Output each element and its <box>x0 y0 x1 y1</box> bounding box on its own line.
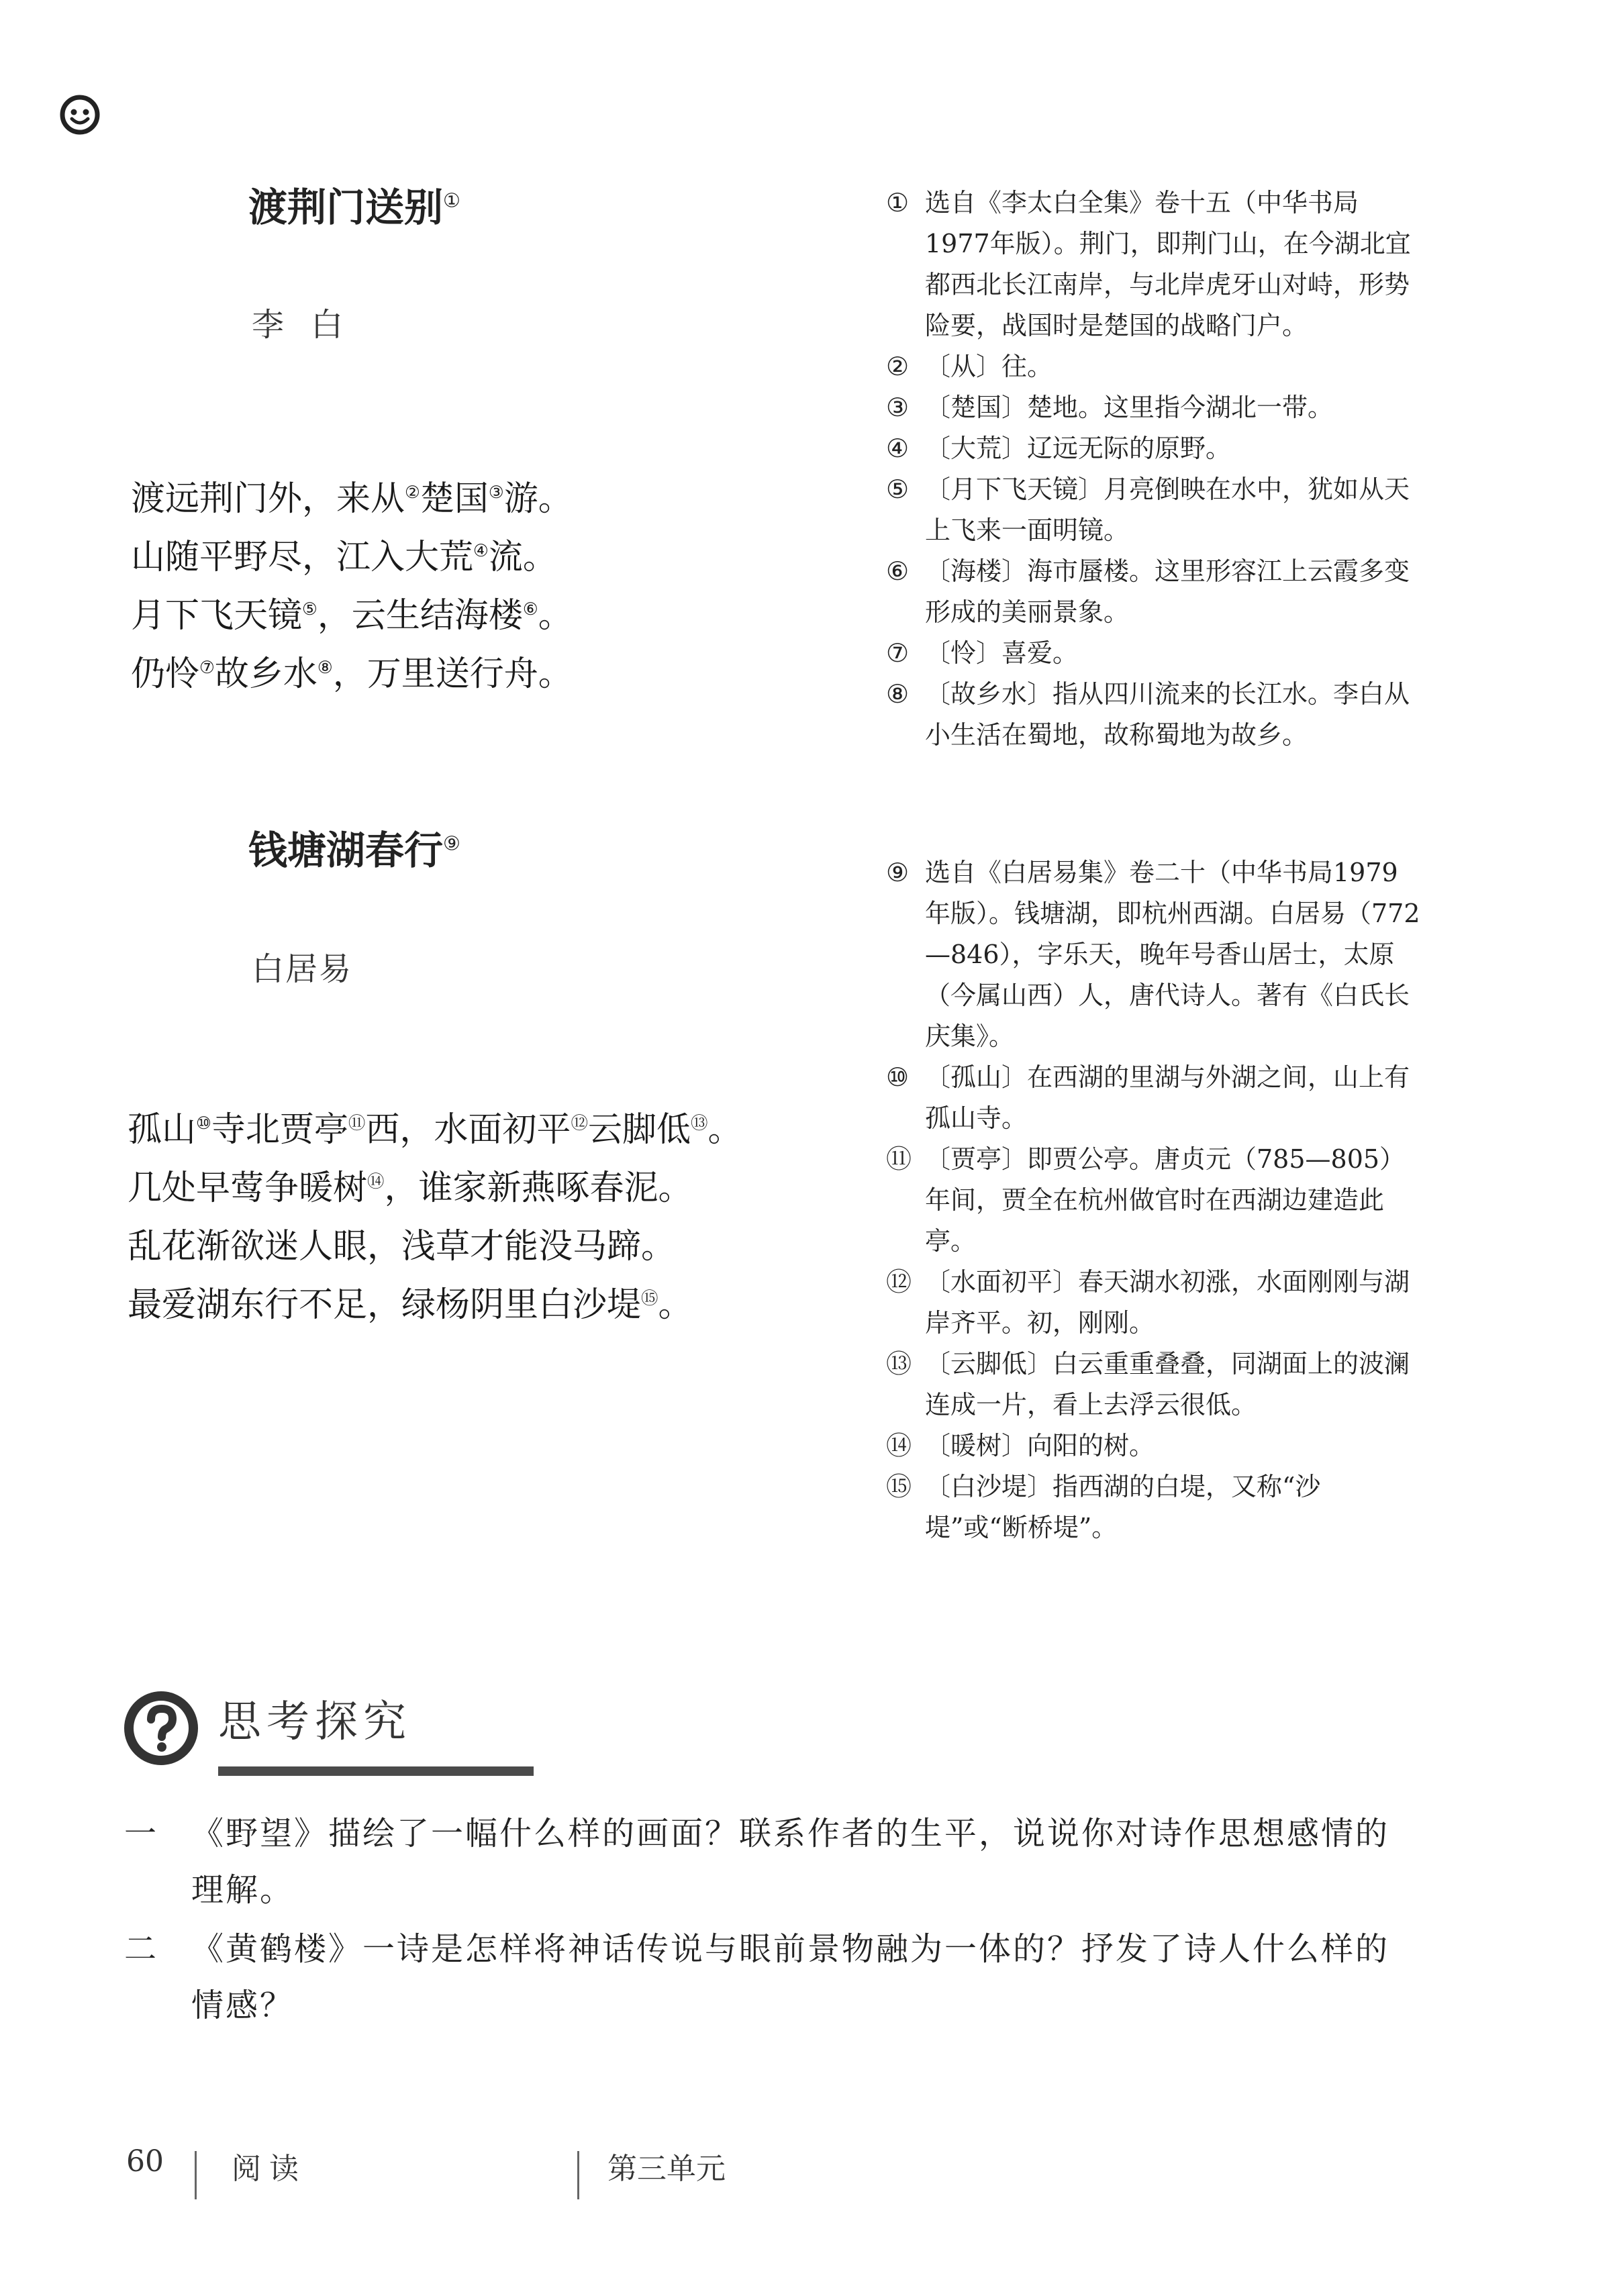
poem-text: ，云生结海楼 <box>317 596 523 636</box>
footnote: ⑨ 选自《白居易集》卷二十（中华书局1979年版）。钱塘湖，即杭州西湖。白居易（772—846），字乐天，晚年号香山居士，太原（今属山西）人，唐代诗人。著有《白氏长庆集》。 <box>886 858 1420 1051</box>
poem2-title: 钱塘湖春行⑨ <box>248 828 461 873</box>
poem-text: 。 <box>707 1110 742 1150</box>
note-marker: ⑩ <box>196 1113 211 1134</box>
question-item: 二 《黄鹤楼》一诗是怎样将神话传说与眼前景物融为一体的？抒发了诗人什么样的情感？ <box>124 1930 1390 2024</box>
poem-text: 流。 <box>488 538 557 577</box>
poem-text: 渡远荆门外，来从 <box>131 479 405 519</box>
poem-text: 最爱湖东行不足，绿杨阴里白沙堤 <box>128 1285 642 1325</box>
poem-text: 寺北贾亭 <box>211 1110 348 1150</box>
footer-divider <box>195 2151 197 2199</box>
poem1-author: 李白 <box>252 306 371 344</box>
section-title: 思考探究 <box>218 1697 411 1747</box>
poem-text: 孤山 <box>128 1110 197 1150</box>
poem-text: ，谁家新燕啄春泥。 <box>384 1168 693 1208</box>
question-mark-circle-icon <box>124 1691 198 1768</box>
poem-line <box>128 1276 742 1334</box>
footnote: ⑮ 〔白沙堤〕指西湖的白堤，又称“沙堤”或“断桥堤”。 <box>886 1472 1321 1542</box>
footnote: ⑤ 〔月下飞天镜〕月亮倒映在水中，犹如从天上飞来一面明镜。 <box>886 475 1410 545</box>
footnote: ③ 〔楚国〕楚地。这里指今湖北一带。 <box>886 393 1334 422</box>
poem-line <box>128 1217 742 1276</box>
page-number: 60 <box>126 2144 164 2179</box>
section-underline <box>218 1766 534 1776</box>
footnote: ⑭ 〔暖树〕向阳的树。 <box>886 1431 1155 1460</box>
note-marker: ⑤ <box>302 599 317 619</box>
poem-line <box>131 587 573 645</box>
poem-text: 山随平野尽，江入大荒 <box>131 538 474 577</box>
questions <box>124 1805 1423 2036</box>
note-marker: ⑭ <box>367 1172 385 1192</box>
poem2-body <box>128 1101 742 1334</box>
poem-line <box>128 1159 742 1217</box>
note-marker: ④ <box>473 541 489 561</box>
notes-poem2 <box>886 852 1423 1548</box>
poem-text: 乱花渐欲迷人眼，浅草才能没马蹄。 <box>128 1227 676 1266</box>
poem-text: 月下飞天镜 <box>131 596 303 636</box>
poem-line <box>131 528 573 587</box>
footnote: ⑧ 〔故乡水〕指从四川流来的长江水。李白从小生活在蜀地，故称蜀地为故乡。 <box>886 679 1410 750</box>
footer-section: 阅读 <box>232 2152 307 2186</box>
footnote: ⑪ 〔贾亭〕即贾公亭。唐贞元（785—805）年间，贾全在杭州做官时在西湖边建造此亭。 <box>886 1144 1406 1256</box>
note-marker: ② <box>405 483 420 503</box>
question-item: 一 《野望》描绘了一幅什么样的画面？联系作者的生平，说说你对诗作思想感情的理解。 <box>124 1815 1390 1909</box>
footnote: ① 选自《李太白全集》卷十五（中华书局1977年版）。荆门，即荆门山，在今湖北宜都西北长江南岸，与北岸虎牙山对峙，形势险要，战国时是楚国的战略门户。 <box>886 188 1411 340</box>
note-marker: ⑪ <box>348 1113 366 1134</box>
poem-text: 故乡水 <box>214 654 317 694</box>
footnote: ⑫ 〔水面初平〕春天湖水初涨，水面刚刚与湖岸齐平。初，刚刚。 <box>886 1267 1410 1338</box>
poem-text: ，万里送行舟。 <box>332 654 573 694</box>
footnote: ⑬ 〔云脚低〕白云重重叠叠，同湖面上的波澜连成一片，看上去浮云很低。 <box>886 1349 1410 1419</box>
footnote: ④ 〔大荒〕辽远无际的原野。 <box>886 434 1232 463</box>
footnote: ⑦ 〔怜〕喜爱。 <box>886 638 1079 668</box>
footer-divider <box>577 2151 579 2199</box>
poem-line <box>131 470 573 528</box>
note-marker: ⑫ <box>571 1113 588 1134</box>
note-marker: ⑦ <box>199 658 215 678</box>
note-marker: ③ <box>488 483 504 503</box>
poem1-body <box>131 470 573 703</box>
footnote: ② 〔从〕往。 <box>886 352 1053 381</box>
smiley-face-icon <box>59 94 101 136</box>
poem-text: 楚国 <box>420 479 489 519</box>
poem1-title: 渡荆门送别① <box>248 185 461 230</box>
poem-line <box>128 1101 742 1159</box>
note-marker: ⑥ <box>522 599 538 619</box>
footer-unit: 第三单元 <box>607 2152 726 2186</box>
notes-poem1 <box>886 183 1423 756</box>
note-marker: ⑬ <box>690 1113 708 1134</box>
poem-text: 仍怜 <box>131 654 200 694</box>
note-marker: ⑧ <box>317 658 333 678</box>
poem-text: 西，水面初平 <box>365 1110 571 1150</box>
poem-text: 游。 <box>503 479 573 519</box>
poem-text: 云脚低 <box>587 1110 691 1150</box>
footnote: ⑥ 〔海楼〕海市蜃楼。这里形容江上云霞多变形成的美丽景象。 <box>886 556 1410 627</box>
poem2-author: 白居易 <box>252 950 353 988</box>
poem-line <box>131 645 573 703</box>
poem-text: 几处早莺争暖树 <box>128 1168 368 1208</box>
poem-text: 。 <box>658 1285 693 1325</box>
note-marker: ⑮ <box>641 1289 658 1309</box>
footnote: ⑩ 〔孤山〕在西湖的里湖与外湖之间，山上有孤山寺。 <box>886 1062 1410 1133</box>
poem-text: 。 <box>538 596 573 636</box>
